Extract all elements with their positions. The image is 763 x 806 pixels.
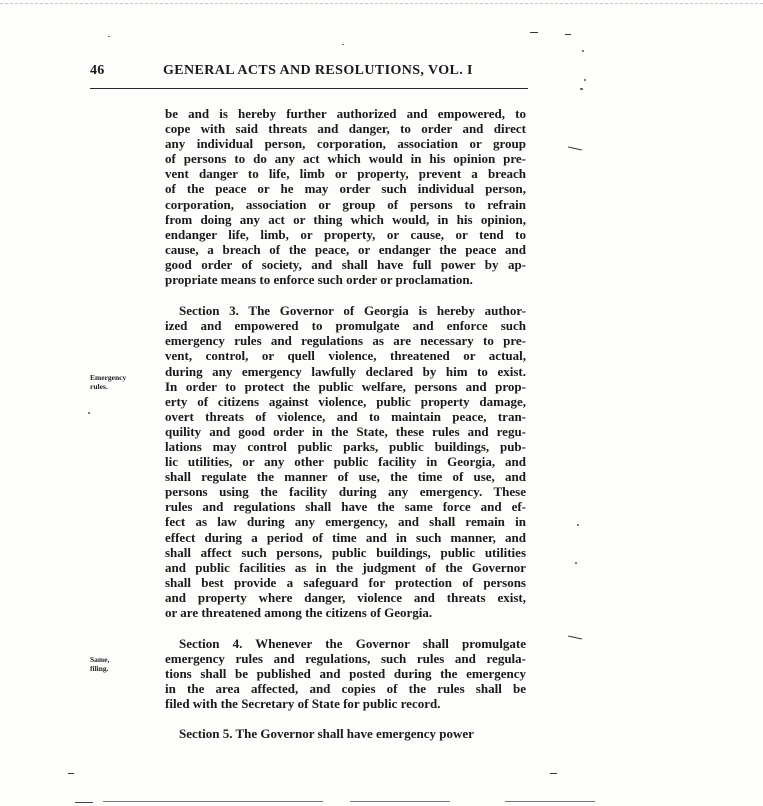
scan-top-border (0, 3, 763, 4)
text-line: from doing any act or thing which would, in his opinion, (165, 211, 526, 227)
text-line: Section 4. Whenever the Governor shall promulgate (179, 636, 526, 652)
text-line: persons using the facility during any emergency. These (165, 484, 526, 500)
margin-note-line: Emergency (90, 373, 127, 382)
scan-speck (575, 562, 577, 564)
text-line: emergency rules and regulations, such rules and regula- (165, 651, 526, 667)
section-3-paragraph (165, 303, 526, 620)
text-line: rules and regulations shall have the same force and ef- (165, 499, 526, 515)
text-line: Section 3. The Governor of Georgia is hereby author- (179, 303, 526, 319)
text-line: of the peace or he may order such individual person, (165, 181, 526, 197)
running-title: GENERAL ACTS AND RESOLUTIONS, VOL. I (163, 63, 473, 78)
text-line: and property where danger, violence and threats exist, (165, 589, 526, 605)
scan-artifact (550, 773, 557, 774)
text-line: In order to protect the public welfare, persons and prop- (165, 378, 526, 394)
body-text (165, 106, 526, 741)
text-line: quility and good order in the State, these rules and regu- (165, 423, 526, 439)
text-line: and public facilities as in the judgment of the Governor (165, 559, 526, 575)
text-line: shall best provide a safeguard for protection of persons (165, 574, 526, 590)
text-line: effect during a period of time and in such manner, and (165, 529, 526, 545)
text-line: vent, control, or quell violence, threatened or actual, (165, 348, 526, 364)
section-4-paragraph (165, 636, 526, 711)
text-line: emergency rules and regulations as are necessary to pre- (165, 333, 526, 349)
text-line: shall affect such persons, public buildings, public utilities (165, 544, 526, 560)
scan-artifact (568, 636, 582, 640)
text-line: or are threatened among the citizens of Georgia. (165, 605, 433, 620)
page-number: 46 (90, 63, 105, 78)
text-line: tions shall be published and posted during the emergency (165, 666, 526, 682)
scan-speck (88, 412, 90, 414)
text-line: overt threats of violence, and to maintain peace, tran- (165, 408, 526, 424)
scan-artifact (505, 801, 595, 802)
margin-note-line: filing. (90, 663, 109, 673)
text-line: good order of society, and shall have full power by ap- (165, 256, 526, 272)
text-line: in the area affected, and copies of the rules shall be (165, 681, 526, 697)
scan-speck (577, 524, 579, 526)
margin-note-emergency-rules (90, 374, 160, 391)
text-line: fect as law during any emergency, and shall remain in (165, 514, 526, 530)
text-line: filed with the Secretary of State for public record. (165, 696, 441, 712)
margin-note-line: rules. (90, 381, 108, 391)
scan-artifact (103, 801, 323, 802)
text-line: shall regulate the manner of use, the time of use, and (165, 469, 526, 485)
scan-speck (342, 44, 344, 45)
text-line: corporation, association or group of persons to refrain (165, 196, 526, 212)
text-line: cope with said threats and danger, to order and direct (165, 121, 526, 137)
text-line: vent danger to life, limb or property, prevent a breach (165, 166, 526, 182)
text-line: erty of citizens against violence, public property damage, (165, 393, 526, 409)
section-5-paragraph (165, 726, 526, 741)
text-line: any individual person, corporation, association or group (165, 136, 526, 152)
text-line: lations may control public parks, public buildings, pub- (165, 438, 526, 454)
scan-speck (584, 79, 586, 81)
paragraph-continuation (165, 106, 526, 287)
text-line: be and is hereby further authorized and empowered, to (165, 106, 526, 121)
scan-artifact (350, 801, 450, 802)
text-line: Section 5. The Governor shall have emergency power (179, 725, 474, 741)
scan-artifact (75, 802, 93, 803)
text-line: of persons to do any act which would in his opinion pre- (165, 151, 526, 167)
text-line: cause, a breach of the peace, or endanger the peace and (165, 241, 526, 257)
scan-artifact (530, 32, 538, 33)
text-line: during any emergency lawfully declared by him to exist. (165, 363, 526, 379)
scan-artifact (565, 34, 571, 35)
scan-speck (580, 88, 583, 90)
header-rule (90, 88, 528, 89)
text-line: ized and empowered to promulgate and enforce such (165, 318, 526, 334)
text-line: propriate means to enforce such order or proclamation. (165, 272, 473, 288)
scan-speck (108, 36, 110, 37)
scan-artifact (68, 773, 74, 774)
margin-note-line: Same, (90, 655, 110, 664)
text-line: lic utilities, or any other public facility in Georgia, and (165, 454, 526, 470)
scan-speck (582, 50, 584, 52)
text-line: endanger life, limb, or property, or cause, or tend to (165, 226, 526, 242)
scan-artifact (568, 147, 582, 151)
margin-note-same-filing (90, 656, 160, 673)
